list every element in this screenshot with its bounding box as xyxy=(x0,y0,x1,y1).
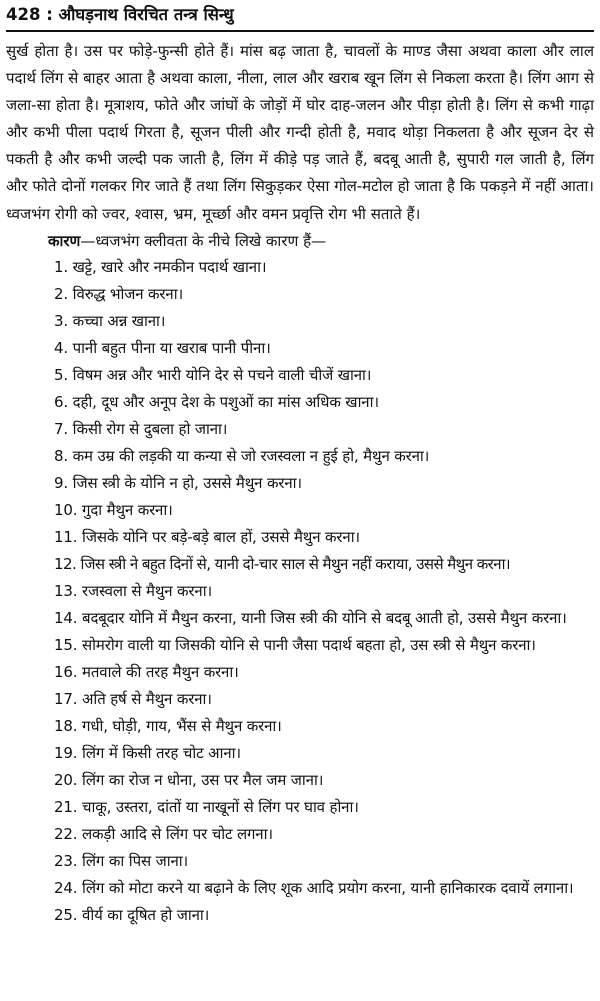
item-number: 1. xyxy=(54,257,69,276)
item-text: सोमरोग वाली या जिसकी योनि से पानी जैसा पदार्थ बहता हो, उस स्त्री से मैथुन करना। xyxy=(82,635,536,654)
list-item xyxy=(6,362,594,389)
list-item xyxy=(6,605,594,632)
causes-list xyxy=(6,254,594,929)
item-number: 17. xyxy=(54,689,78,708)
item-text: चाकू, उस्तरा, दांतों या नाखूनों से लिंग पर घाव होना। xyxy=(82,797,359,816)
item-text: लिंग में किसी तरह चोट आना। xyxy=(82,743,241,762)
item-number: 9. xyxy=(54,473,69,492)
list-item xyxy=(6,335,594,362)
list-item xyxy=(6,443,594,470)
list-item xyxy=(6,470,594,497)
item-number: 10. xyxy=(54,500,78,519)
item-number: 20. xyxy=(54,770,78,789)
item-text: कम उम्र की लड़की या कन्या से जो रजस्वला न हुई हो, मैथुन करना। xyxy=(72,446,430,465)
item-text: खट्टे, खारे और नमकीन पदार्थ खाना। xyxy=(72,257,267,276)
item-number: 7. xyxy=(54,419,69,438)
item-text: अति हर्ष से मैथुन करना। xyxy=(82,689,212,708)
item-text: लकड़ी आदि से लिंग पर चोट लगना। xyxy=(82,824,273,843)
item-text: दही, दूध और अनूप देश के पशुओं का मांस अधिक खाना। xyxy=(72,392,379,411)
item-text: पानी बहुत पीना या खराब पानी पीना। xyxy=(72,338,271,357)
intro-paragraph: सुर्ख होता है। उस पर फोड़े-फुन्सी होते हैं। मांस बढ़ जाता है, चावलों के माण्ड जैसा अथवा काला और लाल पदार्थ लिंग से बाहर आता है अथवा काला, नीला, लाल और खराब खून लिंग से निकला करता है। लिंग आग से जला-सा होता है। मूत्राशय, फोते और जांघों के जोड़ों में घोर दाह-जलन और पीड़ा होती है। लिंग से कभी गाढ़ा और कभी पीला पदार्थ गिरता है, सूजन पीली और गन्दी होती है, मवाद थोड़ा निकलता है और सूजन देर से पकती है और कभी जल्दी पक जाती है, लिंग में कीड़े पड़ जाते हैं, बदबू आती है, सुपारी गल जाती है, लिंग और फोते दोनों गलकर गिर जाते हैं तथा लिंग सिकुड़कर ऐसा गोल-मटोल हो जाता है कि पकड़ने में नहीं आता। ध्वजभंग रोगी को ज्वर, श्वास, भ्रम, मूर्च्छा और वमन प्रवृत्ति रोग भी सताते हैं। xyxy=(6,42,594,223)
list-item xyxy=(6,902,594,929)
item-number: 18. xyxy=(54,716,78,735)
item-number: 3. xyxy=(54,311,69,330)
item-number: 11. xyxy=(54,527,78,546)
item-text: गधी, घोड़ी, गाय, भैंस से मैथुन करना। xyxy=(82,716,282,735)
causes-heading-keyword: कारण xyxy=(48,231,81,250)
list-item xyxy=(6,794,594,821)
item-number: 15. xyxy=(54,635,78,654)
item-number: 24. xyxy=(54,878,78,897)
causes-heading-text: —ध्वजभंग क्लीवता के नीचे लिखे कारण हैं— xyxy=(80,231,327,250)
item-number: 12. xyxy=(54,554,77,573)
list-item xyxy=(6,767,594,794)
page-number: 428 xyxy=(6,5,41,24)
item-text: जिस स्त्री के योनि न हो, उससे मैथुन करना। xyxy=(72,473,302,492)
item-number: 2. xyxy=(54,284,69,303)
list-item xyxy=(6,713,594,740)
item-number: 23. xyxy=(54,851,78,870)
item-number: 22. xyxy=(54,824,78,843)
item-text: लिंग का रोज न धोना, उस पर मैल जम जाना। xyxy=(82,770,324,789)
list-item xyxy=(6,821,594,848)
item-text: कच्चा अन्न खाना। xyxy=(72,311,166,330)
item-number: 13. xyxy=(54,581,78,600)
list-item xyxy=(6,632,594,659)
item-number: 4. xyxy=(54,338,69,357)
page-header xyxy=(6,4,594,26)
list-item xyxy=(6,875,594,902)
list-item xyxy=(6,740,594,767)
item-text: किसी रोग से दुबला हो जाना। xyxy=(72,419,228,438)
item-text: जिस स्त्री ने बहुत दिनों से, यानी दो-चार साल से मैथुन नहीं कराया, उससे मैथुन करना। xyxy=(80,554,511,573)
item-text: लिंग का पिस जाना। xyxy=(82,851,189,870)
item-text: गुदा मैथुन करना। xyxy=(82,500,173,519)
list-item xyxy=(6,524,594,551)
item-text: लिंग को मोटा करने या बढ़ाने के लिए शूक आदि प्रयोग करना, यानी हानिकारक दवायें लगाना। xyxy=(82,878,574,897)
list-item xyxy=(6,578,594,605)
list-item xyxy=(6,308,594,335)
book-title: औघड़नाथ विरचित तन्त्र सिन्धु xyxy=(58,5,234,24)
item-number: 16. xyxy=(54,662,78,681)
item-number: 19. xyxy=(54,743,78,762)
list-item xyxy=(6,254,594,281)
item-text: जिसके योनि पर बड़े-बड़े बाल हों, उससे मैथुन करना। xyxy=(82,527,360,546)
item-text: वीर्य का दूषित हो जाना। xyxy=(82,905,210,924)
list-item xyxy=(6,416,594,443)
item-number: 8. xyxy=(54,446,69,465)
list-item xyxy=(6,389,594,416)
item-text: मतवाले की तरह मैथुन करना। xyxy=(82,662,239,681)
item-text: विषम अन्न और भारी योनि देर से पचने वाली चीजें खाना। xyxy=(72,365,372,384)
list-item xyxy=(6,281,594,308)
item-number: 21. xyxy=(54,797,78,816)
list-item xyxy=(6,497,594,524)
list-item xyxy=(6,551,594,578)
item-number: 25. xyxy=(54,905,78,924)
item-text: रजस्वला से मैथुन करना। xyxy=(82,581,213,600)
item-text: विरुद्ध भोजन करना। xyxy=(72,284,183,303)
item-number: 14. xyxy=(54,608,78,627)
header-rule xyxy=(6,30,594,32)
list-item xyxy=(6,686,594,713)
item-text: बदबूदार योनि में मैथुन करना, यानी जिस स्त्री की योनि से बदबू आती हो, उससे मैथुन करना। xyxy=(82,608,567,627)
causes-heading xyxy=(6,228,594,254)
item-number: 5. xyxy=(54,365,69,384)
header-separator: : xyxy=(40,5,59,24)
item-number: 6. xyxy=(54,392,69,411)
list-item xyxy=(6,848,594,875)
list-item xyxy=(6,659,594,686)
